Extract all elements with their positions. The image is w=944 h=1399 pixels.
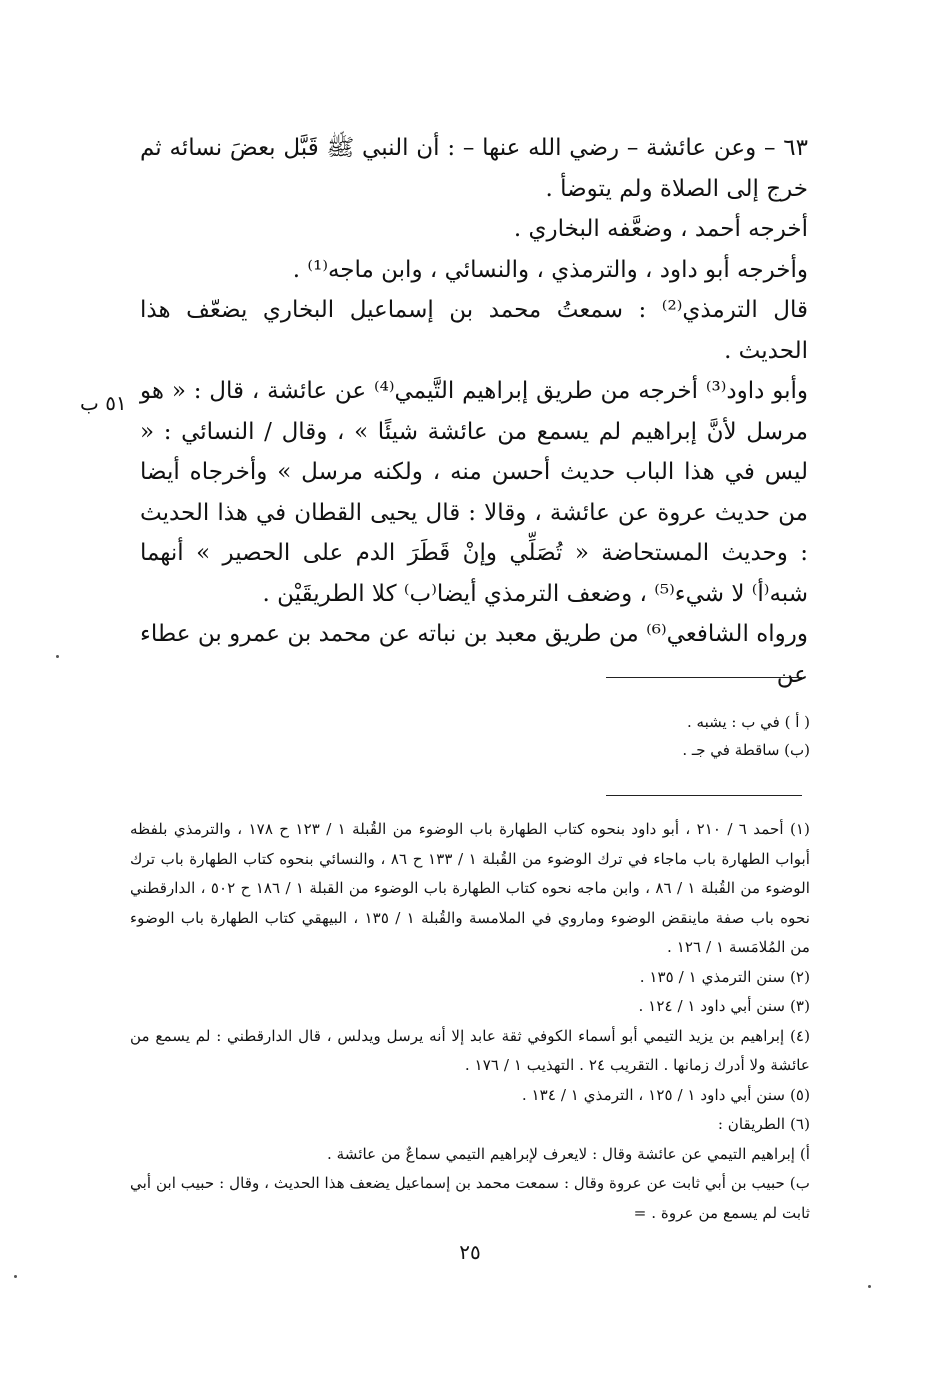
variant-readings — [450, 708, 810, 764]
footnote: ب) حبيب بن أبي ثابت عن عروة وقال : سمعت محمد بن إسماعيل يضعف هذا الحديث ، وقال : حبيب ابن أبي ثابت لم يسمع من عروة . = — [130, 1174, 810, 1222]
separator-rule — [606, 795, 802, 796]
footnote: أ) إبراهيم التيمي عن عائشة وقال : لايعرف لإبراهيم التيمي سماعٌ من عائشة . — [326, 1144, 810, 1163]
commentary-paragraph: وأبو داود⁽³⁾ أخرجه من طريق إبراهيم التَّيمي⁽⁴⁾ عن عائشة ، قال : « هو مرسل لأنَّ إبراهيم لم يسمع من عائشة شيئًا » ، وقال / النسائي : « ليس في هذا الباب حديث أحسن منه ، ولكنه مرسل » وأخرجاه أيضا من حديث عروة عن عائشة ، وقالا : قال يحيى القطان في هذا الحديث : وحديث المستحاضة « تُصَلِّي وإنْ قَطَرَ الدم على الحصير » أنهما شبه⁽أ⁾ لا شيء⁽⁵⁾ ، وضعف الترمذي أيضا⁽ب⁾ كلا الطريقَيْن . — [140, 378, 809, 607]
page-number: ٢٥ — [459, 1240, 481, 1264]
footnotes — [130, 815, 810, 1228]
separator-rule — [606, 677, 802, 678]
variant-note: (ب) ساقطة في جـ . — [682, 741, 810, 759]
footnote: (١) أحمد ٦ / ٢١٠ ، أبو داود بنحوه كتاب الطهارة باب الوضوء من القُبلة ١ / ١٢٣ ح ١٧٨ ، والترمذي بلفظه أبواب الطهارة باب ماجاء في ترك الوضوء من القُبلة ١ / ١٣٣ ح ٨٦ ، والنسائي بنحوه كتاب الطهارة باب ترك الوضوء من القُبلة ١ / ٨٦ ، وابن ماجه نحوه كتاب الطهارة باب الوضوء من القبلة ١ / ١٨٦ ح ٥٠٢ ، الدارقطني نحوه باب صفة ماينقض الوضوء وماروي في الملامسة والقُبلة ١ / ١٣٥ ، البيهقي كتاب الطهارة باب الوضوء من المُلامَسة ١ / ١٢٦ . — [130, 820, 811, 956]
commentary-paragraph: قال الترمذي⁽²⁾ : سمعتُ محمد بن إسماعيل البخاري يضعّف هذا الحديث . — [140, 297, 808, 364]
variant-note: ( أ ) في ب : يشبه . — [687, 713, 810, 731]
footnote: (٥) سنن أبي داود ١ / ١٢٥ ، الترمذي ١ / ١٣٤ . — [521, 1085, 810, 1104]
scan-speck — [868, 1285, 871, 1288]
footnote: (٣) سنن أبي داود ١ / ١٢٤ . — [638, 997, 810, 1015]
footnote: (٤) إبراهيم بن يزيد التيمي أبو أسماء الكوفي ثقة عابد إلا أنه يرسل ويدلس ، قال الدارقطني : لم يسمع من عائشة ولا أدرك زمانها . التقريب ٢٤ . التهذيب ١ / ١٧٦ . — [130, 1026, 810, 1074]
takhrij-paragraph: وأخرجه أبو داود ، والترمذي ، والنسائي ، وابن ماجه⁽¹⁾ . — [292, 256, 808, 283]
hadith-paragraph: ٦٣ – وعن عائشة – رضي الله عنها – : أن النبي ﷺ قَبَّل بعضَ نسائه ثم خرج إلى الصلاة ولم يتوضأ . — [140, 135, 808, 202]
footnote: (٦) الطريقان : — [717, 1115, 810, 1133]
scan-speck — [56, 655, 59, 658]
scan-speck — [14, 1275, 17, 1278]
footnote: (٢) سنن الترمذي ١ / ١٣٥ . — [639, 967, 810, 986]
commentary-paragraph: ورواه الشافعي⁽⁶⁾ من طريق معبد بن نباته عن محمد بن عمرو بن عطاء عن — [140, 621, 809, 688]
takhrij-paragraph: أخرجه أحمد ، وضعَّفه البخاري . — [513, 216, 808, 242]
main-text — [140, 128, 830, 695]
manuscript-folio-note: ٥١ ب — [80, 391, 127, 415]
